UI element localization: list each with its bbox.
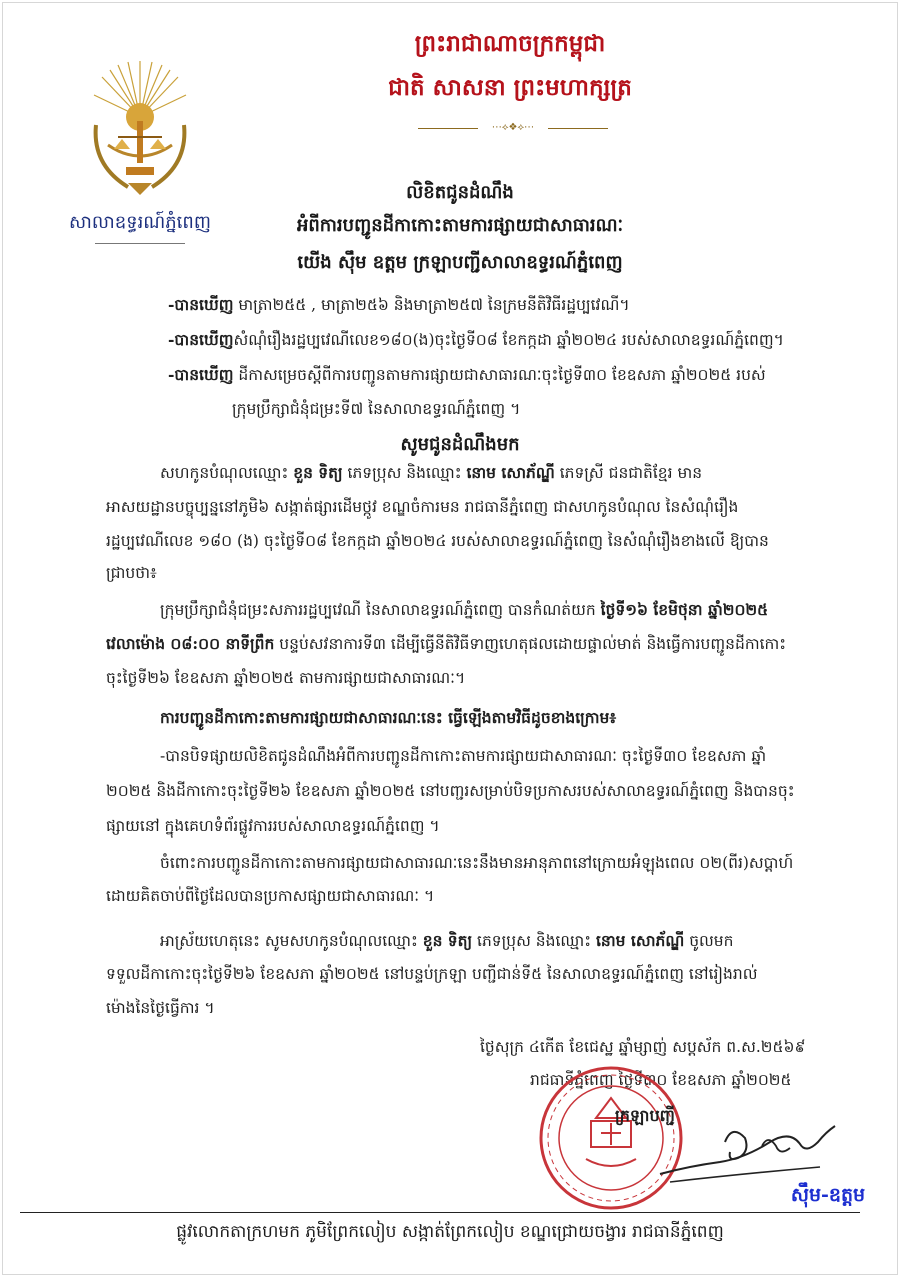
notice-heading: សូមជូនដំណឹងមក <box>400 434 520 455</box>
paragraph-4-line-1: -បានបិទផ្សាយលិខិតជូនដំណឹងអំពីការបញ្ជូនដីកាកោះតាមការផ្សាយជាសាធារណៈ ចុះថ្ងៃទី៣០ ខែឧសភា ឆ្នាំ <box>160 747 767 765</box>
paragraph-1-line-3: រដ្ឋប្បវេណីលេខ ១៨០ (ង) ចុះថ្ងៃទី០៨ ខែកក្កដា ឆ្នាំ២០២៤ របស់សាលាឧទ្ធរណ៍ភ្នំពេញ នៃសំណុំរឿងខាងលើ ឱ្យបាន <box>106 532 769 550</box>
paragraph-4-line-2: ២០២៥ និងដីកាកោះចុះថ្ងៃទី២៦ ខែឧសភា ឆ្នាំ២០២៥ នៅបញ្ជរសម្រាប់បិទប្រកាសរបស់សាលាឧទ្ធរណ៍ភ្នំពេញ និងបានចុះ <box>106 782 795 800</box>
signer-title: ក្រឡាបញ្ជី <box>615 1106 675 1125</box>
consideration-2 <box>168 330 784 353</box>
signer-name: ស៊ឹម-ឧត្តម <box>790 1184 866 1206</box>
paragraph-6-line-1 <box>160 931 733 954</box>
paragraph-2-line-3: ចុះថ្ងៃទី២៦ ខែឧសភា ឆ្នាំ២០២៥ តាមការផ្សាយជាសាធារណៈ។ <box>106 669 466 687</box>
consideration-label: -បានឃើញ <box>168 295 234 314</box>
paragraph-5-line-1: ចំពោះការបញ្ជូនដីកាកោះតាមការផ្សាយជាសាធារណៈនេះនឹងមានអានុភាពនៅក្រោយអំឡុងពេល ០២(ពីរ)សប្តាហ៍ <box>160 854 794 872</box>
consideration-1 <box>168 295 630 318</box>
consideration-label: -បានឃើញ <box>168 330 234 349</box>
hearing-date: ថ្ងៃទី១៦ ខែមិថុនា ឆ្នាំ២០២៥ <box>600 600 769 619</box>
consideration-text: សំណុំរឿងរដ្ឋប្បវេណីលេខ១៨០(ង)ចុះថ្ងៃទី០៨ ខែកក្កដា ឆ្នាំ២០២៤ របស់សាលាឧទ្ធរណ៍ភ្នំពេញ។ <box>233 331 784 349</box>
paragraph-1-line-4: ជ្រាបថា៖ <box>106 564 157 582</box>
paragraph-6-line-3: ម៉ោងនៃថ្ងៃធ្វើការ ។ <box>106 999 215 1017</box>
consideration-text: មាត្រា២៥៥ , មាត្រា២៥៦ និងមាត្រា២៥៧ នៃក្រមនីតិវិធីរដ្ឋប្បវេណី។ <box>238 296 630 314</box>
kingdom-title: ព្រះរាជាណាចក្រកម្ពុជា <box>414 30 606 57</box>
issuer-line: យើង ស៊ឹម ឧត្តម ក្រឡាបញ្ជីសាលាឧទ្ធរណ៍ភ្នំពេញ <box>297 252 623 273</box>
footer-address: ផ្លូវលោកតាក្រហមក ភូមិព្រែកលៀប សង្កាត់ព្រែកលៀប ខណ្ឌជ្រោយចង្វារ រាជធានីភ្នំពេញ <box>176 1222 724 1242</box>
court-name: សាលាឧទ្ធរណ៍ភ្នំពេញ <box>69 212 211 233</box>
consideration-3 <box>168 365 766 388</box>
ornament-center-icon: ⋯⟡❖⟡⋯ <box>491 122 535 133</box>
paragraph-2-line-2 <box>106 634 786 657</box>
debtor-name-2: នោម សោភ័ណ្ឌី <box>595 931 685 950</box>
text-segment: ភេទប្រុស និងឈ្មោះ <box>477 932 592 950</box>
text-segment: ក្រុមប្រឹក្សាជំនុំជម្រះសភាររដ្ឋប្បវេណី នៃសាលាឧទ្ធរណ៍ភ្នំពេញ បានកំណត់យក <box>160 601 596 619</box>
text-segment: អាស្រ័យហេតុនេះ សូមសហកូនបំណុលឈ្មោះ <box>160 932 418 950</box>
debtor-name-1: ខួន ទិត្យ <box>422 931 473 950</box>
text-segment: សហកូនបំណុលឈ្មោះ <box>160 464 289 482</box>
document-title: លិខិតជូនដំណឹង <box>406 182 514 203</box>
ornament-line-right <box>548 128 608 129</box>
consideration-3-continuation: ក្រុមប្រឹក្សាជំនុំជម្រះទី៧ នៃសាលាឧទ្ធរណ៍ភ្នំពេញ ។ <box>232 400 521 418</box>
consideration-text: ដីកាសម្រេចស្តីពីការបញ្ជូនតាមការផ្សាយជាសាធារណៈចុះថ្ងៃទី៣០ ខែឧសភា ឆ្នាំ២០២៥ របស់ <box>238 366 766 384</box>
footer-divider <box>20 1212 860 1213</box>
text-segment: ភេទស្រី ជនជាតិខ្មែរ មាន <box>559 464 703 482</box>
text-segment: ចូលមក <box>689 932 734 950</box>
document-subject: អំពីការបញ្ជូនដីកាកោះតាមការផ្សាយជាសាធារណៈ <box>296 215 624 236</box>
handwritten-signature <box>650 1112 845 1187</box>
header-ornament <box>418 122 608 134</box>
lunar-date: ថ្ងៃសុក្រ ៤កើត ខែជេស្ឋ ឆ្នាំម្សាញ់ សប្តស័ក ព.ស.២៥៦៩ <box>480 1038 806 1056</box>
consideration-label: -បានឃើញ <box>168 365 234 384</box>
paragraph-5-line-2: ដោយគិតចាប់ពីថ្ងៃដែលបានប្រកាសផ្សាយជាសាធារណៈ ។ <box>106 887 435 905</box>
debtor-name-2: នោម សោភ័ណ្ឌី <box>466 463 555 482</box>
paragraph-1-line-2: អាសយដ្ឋានបច្ចុប្បន្ននៅភូមិ៦ សង្កាត់ផ្សារដើមថ្កូវ ខណ្ឌចំការមន រាជធានីភ្នំពេញ ជាសហកូនបំណុល នៃសំណុំរឿង <box>106 498 739 516</box>
court-name-divider <box>95 243 185 244</box>
debtor-name-1: ខួន ទិត្យ <box>293 463 343 482</box>
ornament-line-left <box>418 128 478 129</box>
court-emblem-logo <box>88 55 192 197</box>
paragraph-1-line-1 <box>160 463 702 486</box>
place-and-date: រាជធានីភ្នំពេញ ថ្ងៃទី៣០ ខែឧសភា ឆ្នាំ២០២៥ <box>530 1071 792 1089</box>
national-motto: ជាតិ សាសនា ព្រះមហាក្សត្រ <box>388 74 632 101</box>
hearing-time: វេលាម៉ោង ០៨:០០ នាទីព្រឹក <box>106 634 275 653</box>
paragraph-6-line-2: ទទួលដីកាកោះចុះថ្ងៃទី២៦ ខែឧសភា ឆ្នាំ២០២៥ នៅបន្ទប់ក្រឡា បញ្ជីជាន់ទី៥ នៃសាលាឧទ្ធរណ៍ភ្នំពេញ នៅរៀងរាល់ <box>106 965 758 983</box>
paragraph-3: ការបញ្ជូនដីកាកោះតាមការផ្សាយជាសាធារណៈនេះ ធ្វើឡើងតាមវិធីដូចខាងក្រោម៖ <box>160 708 617 727</box>
text-segment: ភេទប្រុស និងឈ្មោះ <box>347 464 462 482</box>
text-segment: បន្ទប់សវនាការទី៣ ដើម្បីធ្វើនីតិវិធីទាញហេតុផលដោយផ្ទាល់មាត់ និងធ្វើការបញ្ជូនដីកាកោះ <box>279 635 787 653</box>
paragraph-2-line-1 <box>160 600 768 623</box>
paragraph-4-line-3: ផ្សាយនៅ ក្នុងគេហទំព័រផ្លូវការរបស់សាលាឧទ្ធរណ៍ភ្នំពេញ ។ <box>106 817 440 835</box>
